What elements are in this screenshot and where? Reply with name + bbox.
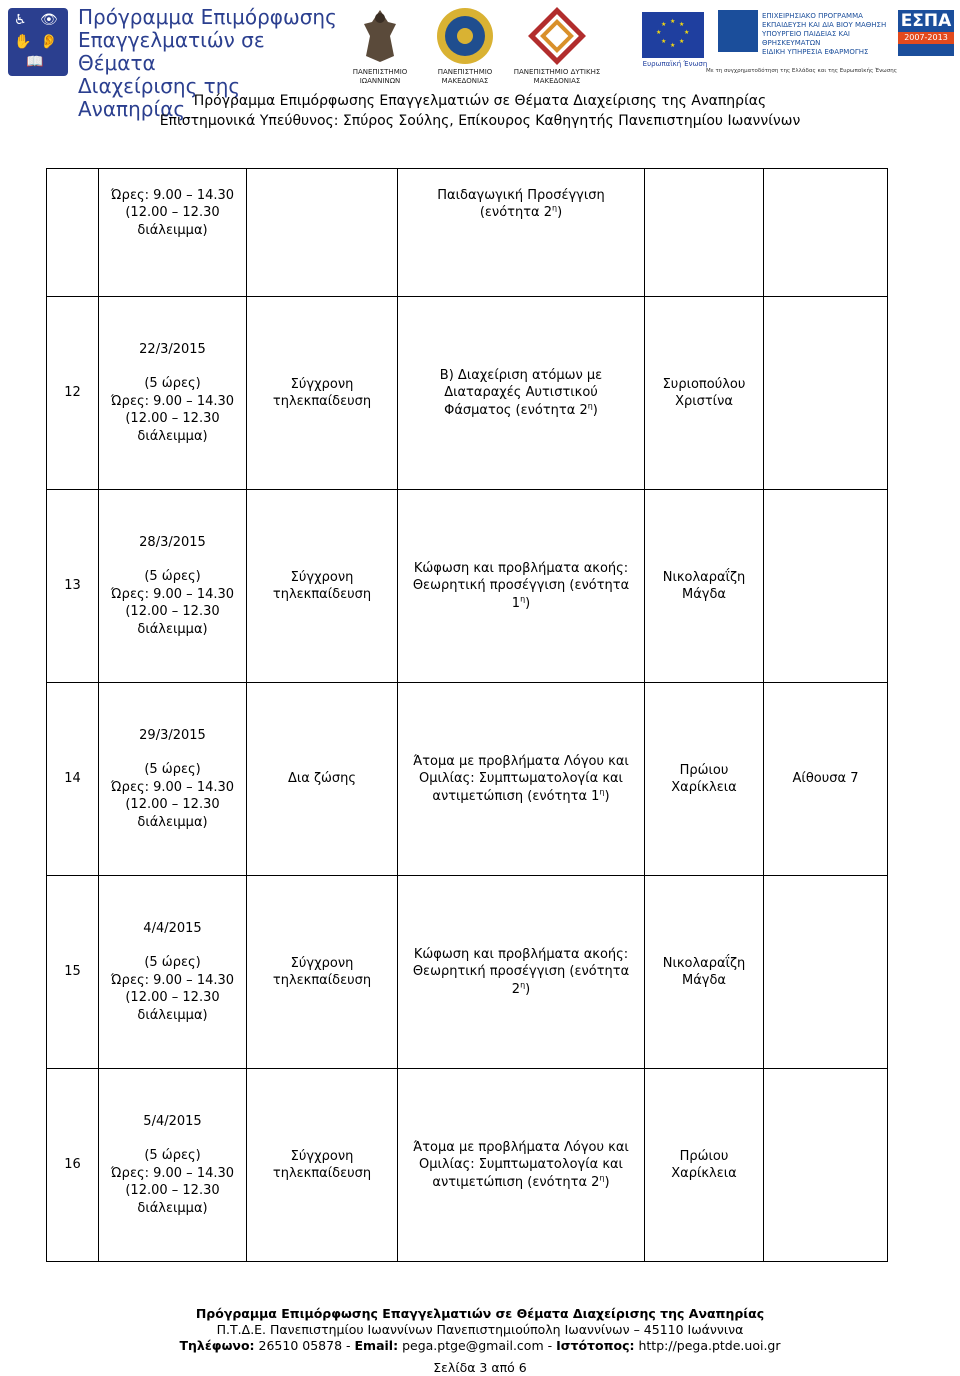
topic-cell [398,1069,645,1262]
table-row [47,683,888,876]
mode-text: Σύγχρονη τηλεκπαίδευση [272,1148,372,1181]
hours-text: Ώρες: 9.00 – 14.30 [110,779,235,795]
session-number: 15 [64,964,81,980]
hours-text: Ώρες: 9.00 – 14.30 [110,188,235,203]
university-macedonia-seal-icon [435,6,495,66]
mode-cell [247,876,398,1069]
duration-text: (5 ώρες) [144,955,201,971]
session-number-cell [47,876,99,1069]
duration-text: (5 ώρες) [144,1148,201,1164]
epe-text: ΕΙΔΙΚΗ ΥΠΗΡΕΣΙΑ ΕΦΑΡΜΟΓΗΣ [762,48,869,56]
instructor-cell [645,169,764,297]
logo-title-line: Πρόγραμμα Επιμόρφωσης [78,5,337,29]
room-cell [764,683,888,876]
duration-text: (5 ώρες) [144,569,201,585]
hours-text: Ώρες: 9.00 – 14.30 [110,393,235,409]
epe-text: ΕΚΠΑΙΔΕΥΣΗ ΚΑΙ ΔΙΑ ΒΙΟΥ ΜΑΘΗΣΗ [762,21,887,29]
mode-cell [247,169,398,297]
instructor-cell [645,490,764,683]
date-cell [99,683,247,876]
date-cell [99,169,247,297]
eu-flag-icon: ★ ★ ★ ★ ★ ★ ★ ★ [642,12,704,58]
break-text: (12.00 – 12.30 διάλειμμα) [125,797,220,830]
topic-text: Κώφωση και προβλήματα ακοής: Θεωρητική προσέγγιση (ενότητα 2 [412,946,630,997]
mode-cell [247,1069,398,1262]
hours-text: Ώρες: 9.00 – 14.30 [110,586,235,602]
separator: - [543,1338,557,1353]
topic-cell [398,297,645,490]
break-text: (12.00 – 12.30 διάλειμμα) [125,604,220,637]
mode-cell [247,490,398,683]
epe-logo [718,10,894,62]
mode-cell [247,297,398,490]
epe-logo-icon [718,10,758,52]
hours-text: Ώρες: 9.00 – 14.30 [110,1165,235,1181]
topic-sup: η [599,1173,605,1183]
break-text: (12.00 – 12.30 διάλειμμα) [125,1183,220,1216]
cofund-note: Με τη συγχρηματοδότηση της Ελλάδας και της Ευρωπαϊκής Ένωσης [706,68,897,74]
topic-cell [398,683,645,876]
university-ioannina-seal-icon [352,6,408,66]
site-link[interactable]: http://pega.ptde.uoi.gr [638,1338,781,1353]
topic-sup: η [520,980,526,990]
espa-logo [898,10,954,56]
mode-text: Σύγχρονη τηλεκπαίδευση [272,376,372,409]
footer-program: Πρόγραμμα Επιμόρφωσης Επαγγελματιών σε Θέματα Διαχείρισης της Αναπηρίας [195,1306,765,1321]
topic-cell [398,169,645,297]
session-number: 12 [64,385,81,401]
date-cell [99,297,247,490]
session-number: 16 [64,1157,81,1173]
topic-sup: η [552,204,558,214]
topic-sup: η [520,594,526,604]
table-row [47,490,888,683]
room-cell [764,297,888,490]
topic-text: Β) Διαχείριση ατόμων με Διαταραχές Αυτιστικού Φάσματος (ενότητα 2 [439,367,603,418]
hours-text: Ώρες: 9.00 – 14.30 [110,972,235,988]
email-label: Email: [354,1338,399,1353]
topic-end: ) [604,788,610,804]
break-text: (12.00 – 12.30 διάλειμμα) [125,411,220,444]
date-cell [99,490,247,683]
table-row [47,169,888,297]
mode-text: Σύγχρονη τηλεκπαίδευση [272,955,372,988]
topic-cell [398,876,645,1069]
responsible-line: Επιστημονικά Υπεύθυνος: Σπύρος Σούλης, Επίκουρος Καθηγητής Πανεπιστημίου Ιωαννίνων [159,113,801,129]
room-cell [764,1069,888,1262]
date-text: 4/4/2015 [143,920,202,936]
separator: - [342,1338,355,1353]
footer-contact [0,1338,960,1354]
session-number-cell [47,169,99,297]
topic-sup: η [587,401,593,411]
epe-text: ΕΠΙΧΕΙΡΗΣΙΑΚΟ ΠΡΟΓΡΑΜΜΑ [762,12,863,20]
instructor-cell [645,876,764,1069]
room-cell [764,169,888,297]
topic-sup: η [599,787,605,797]
instructor-name: Νικολαραΐζη Μάγδα [662,569,746,602]
instructor-cell [645,683,764,876]
program-line: Πρόγραμμα Επιμόρφωσης Επαγγελματιών σε Θέματα Διαχείρισης της Αναπηρίας [193,93,767,109]
date-cell [99,1069,247,1262]
instructor-cell [645,297,764,490]
session-number: 14 [64,771,81,787]
topic-end: ) [592,402,598,418]
topic-text: Κώφωση και προβλήματα ακοής: Θεωρητική προσέγγιση (ενότητα 1 [412,560,630,611]
instructor-name: Συριοπούλου Χριστίνα [662,376,746,409]
topic-cell [398,490,645,683]
table-row [47,876,888,1069]
topic-end: ) [525,981,531,997]
epe-text: ΥΠΟΥΡΓΕΙΟ ΠΑΙΔΕΙΑΣ ΚΑΙ ΘΡΗΣΚΕΥΜΑΤΩΝ [762,30,850,47]
date-text: 29/3/2015 [139,727,206,743]
topic-end: ) [604,1174,610,1190]
logo-title-line: Διαχείρισης της Αναπηρίας [78,74,241,121]
room-cell [764,490,888,683]
instructor-name: Πρώιου Χαρίκλεια [671,1148,737,1181]
phone-label: Τηλέφωνο: [179,1338,255,1353]
room-text: Αίθουσα 7 [792,771,859,787]
page-number: Σελίδα 3 από 6 [433,1360,527,1375]
espa-years: 2007-2013 [898,32,954,44]
duration-text: (5 ώρες) [144,762,201,778]
break-text: (12.00 – 12.30 διάλειμμα) [125,205,220,238]
instructor-cell [645,1069,764,1262]
session-number-cell [47,1069,99,1262]
session-number: 13 [64,578,81,594]
schedule-table [46,168,888,1262]
topic-text: Παιδαγωγική Προσέγγιση (ενότητα 2 [437,188,605,221]
session-number-cell [47,297,99,490]
topic-text: Άτομα με προβλήματα Λόγου και Ομιλίας: Συμπτωματολογία και αντιμετώπιση (ενότητα 2 [413,1139,629,1190]
duration-text: (5 ώρες) [144,376,201,392]
mode-text: Δια ζώσης [287,771,357,787]
topic-text: Άτομα με προβλήματα Λόγου και Ομιλίας: Συμπτωματολογία και αντιμετώπιση (ενότητα 1 [413,753,629,804]
break-text: (12.00 – 12.30 διάλειμμα) [125,990,220,1023]
logo-title-line: Επαγγελματιών σε Θέματα [78,28,265,75]
phone-value: 26510 05878 [258,1338,343,1353]
date-text: 5/4/2015 [143,1113,202,1129]
table-row [47,297,888,490]
topic-end: ) [525,595,531,611]
date-cell [99,876,247,1069]
footer-address: Π.Τ.Δ.Ε. Πανεπιστημίου Ιωαννίνων Πανεπιστημιούπολη Ιωαννίνων – 45110 Ιωάννινα [216,1322,744,1337]
site-label: Ιστότοπος: [556,1338,635,1353]
email-link[interactable]: pega.ptge@gmail.com [402,1338,544,1353]
session-number-cell [47,490,99,683]
seal-label: ΠΑΝΕΠΙΣΤΗΜΙΟ ΙΩΑΝΝΙΝΩΝ [352,68,408,85]
table-row [47,1069,888,1262]
instructor-name: Νικολαραΐζη Μάγδα [662,955,746,988]
seal-label: ΠΑΝΕΠΙΣΤΗΜΙΟ ΔΥΤΙΚΗΣ ΜΑΚΕΔΟΝΙΑΣ [513,68,601,85]
university-west-macedonia-seal-icon [527,6,587,66]
date-text: 22/3/2015 [139,341,206,357]
session-number-cell [47,683,99,876]
instructor-name: Πρώιου Χαρίκλεια [671,762,737,795]
topic-end: ) [557,205,563,221]
mode-cell [247,683,398,876]
mode-text: Σύγχρονη τηλεκπαίδευση [272,569,372,602]
eu-label: Ευρωπαϊκή Ένωση [642,60,708,68]
room-cell [764,876,888,1069]
date-text: 28/3/2015 [139,534,206,550]
seal-label: ΠΑΝΕΠΙΣΤΗΜΙΟ ΜΑΚΕΔΟΝΙΑΣ [437,68,493,85]
accessibility-logo-icon: ♿ 👁 ✋ 👂 📖 [8,8,68,76]
espa-label: ΕΣΠΑ [900,11,952,31]
